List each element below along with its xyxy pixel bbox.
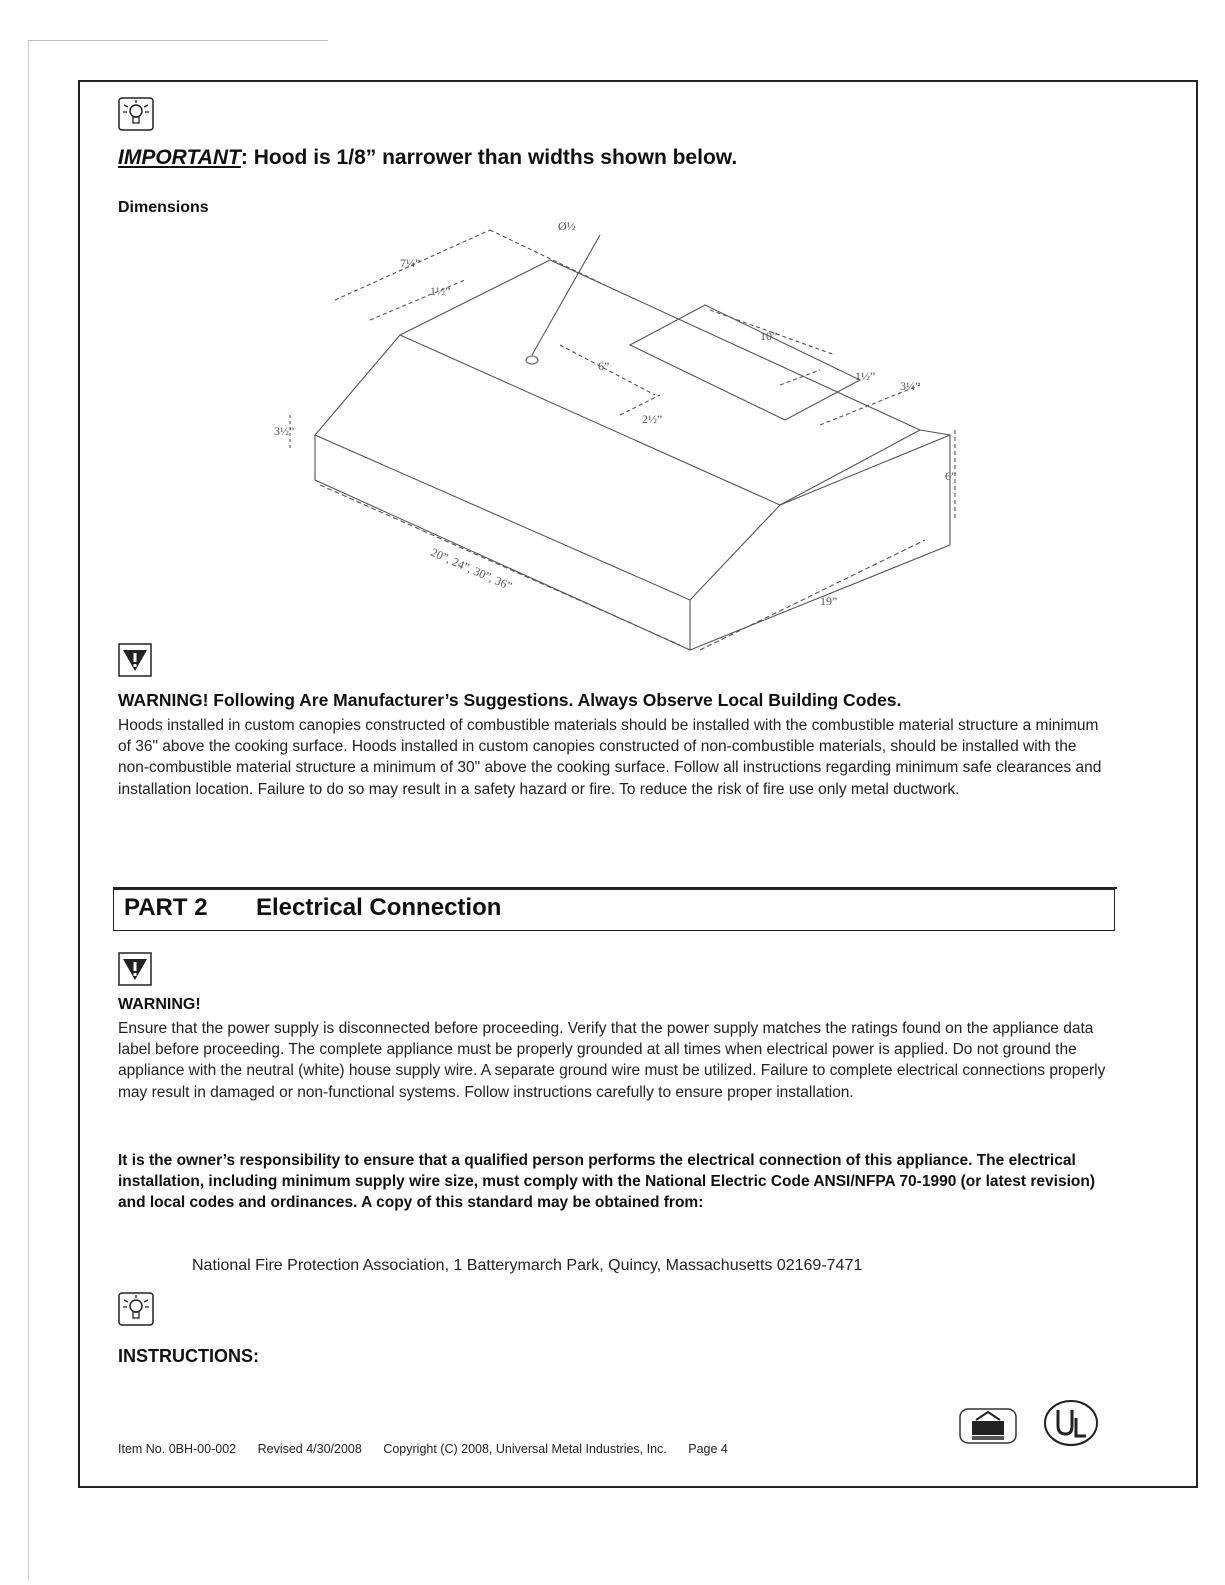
footer-item-number: Item No. 0BH-00-002 [118,1442,237,1456]
footer-revised: Revised 4/30/2008 [257,1442,362,1456]
hood-dimension-drawing [260,205,980,675]
lightbulb-tip-icon [118,97,154,131]
nfpa-address: National Fire Protection Association, 1 Batterymarch Park, Quincy, Massachusetts 02169-7471 [192,1257,863,1274]
footer [118,1442,746,1456]
important-text: : Hood is 1/8” narrower than widths shown below. [240,146,738,169]
dimensions-label: Dimensions [118,199,209,216]
important-label: IMPORTANT [118,146,241,169]
lightbulb-tip-icon [118,1292,154,1326]
vent-diameter-label: Ø½ [558,219,576,233]
hvi-certified-logo [958,1406,1018,1446]
instructions-heading: INSTRUCTIONS: [118,1346,259,1366]
warning-heading: WARNING! Following Are Manufacturer’s Suggestions. Always Observe Local Building Codes. [118,690,902,710]
ul-listed-logo [1042,1398,1100,1448]
section-title [124,894,501,922]
duct-width-label: 10” [760,329,778,343]
front-height-label: 3½” [274,424,295,438]
scan-edge-top [28,40,328,41]
duct-offset-label: 3¼” [900,379,921,393]
warning-body-text-2: Ensure that the power supply is disconnected before proceeding. Verify that the power supply matches the ratings found on the appliance data label before proceeding. The complete appliance must be properly grounded at all times when electrical power is applied. Do not ground the appliance with the neutral (white) house supply wire. A separate ground wire must be utilized. Failure to complete electrical connections properly may result in damaged or non-functional systems. Follow instructions carefully to ensure proper installation. [118,1020,1106,1101]
warning-heading-2: WARNING! [118,996,201,1013]
top-width-label: 7¼” [400,256,421,270]
top-offset-label: 1½” [430,284,451,298]
depth-dimension-label: 19” [820,594,838,608]
section-number: PART 2 [124,894,208,921]
warning-shield-icon [118,643,152,677]
knockout-label: 6” [598,359,610,373]
important-note [118,146,737,170]
warning-shield-icon [118,952,152,986]
footer-copyright: Copyright (C) 2008, Universal Metal Industries, Inc. [383,1442,667,1456]
owner-responsibility-note: It is the owner’s responsibility to ensure that a qualified person performs the electrical connection of this appliance. The electrical installation, including minimum supply wire size, must comply with the National Electric Code ANSI/NFPA 70-1990 (or latest revision) and local codes and ordinances. A copy of this standard may be obtained from: [118,1152,1095,1212]
width-dimension-label: 20”, 24”, 30”, 36” [428,544,515,594]
footer-page: Page 4 [688,1442,728,1456]
height-dimension-label: 6” [945,469,957,483]
section-name: Electrical Connection [256,894,502,921]
knockout-depth-label: 2½” [642,412,663,426]
warning-body-text: Hoods installed in custom canopies constructed of combustible materials should be installed with the combustible material structure a minimum of 36" above the cooking surface. Hoods installed in custom canopies constructed of non-combustible materials, should be installed with the non-combustible material structure a minimum of 30" above the cooking surface. Follow all instructions regarding minimum safe clearances and installation location. Failure to do so may result in a safety hazard or fire. To reduce the risk of fire use only metal ductwork. [118,717,1102,798]
right-offset-label: 1½” [855,369,876,383]
scan-edge-left [28,40,29,1580]
